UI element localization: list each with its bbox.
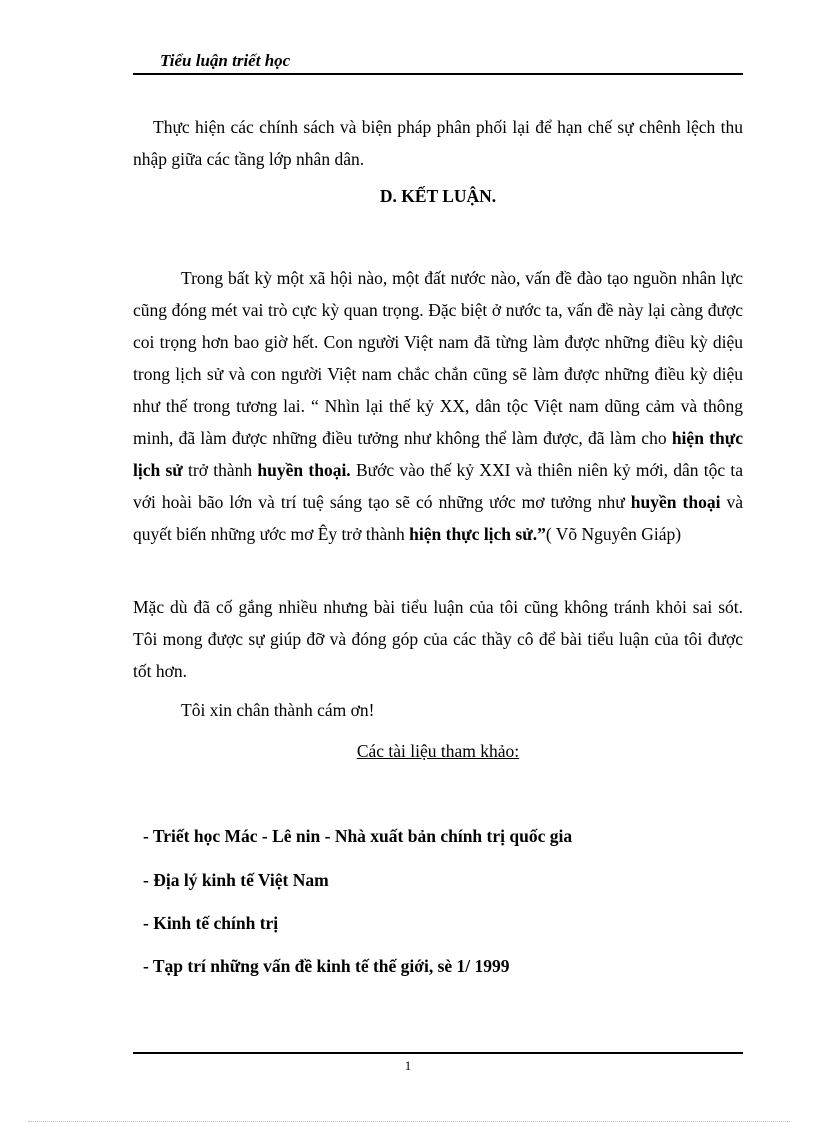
conclusion-text-part4: và quyết biến những ước mơ Êy trở thành <box>133 492 743 544</box>
conclusion-citation: ( Võ Nguyên Giáp) <box>545 524 682 544</box>
conclusion-heading: D. KẾT LUẬN. <box>379 186 497 206</box>
page-number: 1 <box>404 1058 412 1073</box>
reference-item: - Triết học Mác - Lê nin - Nhà xuất bản chính trị quốc gia <box>143 826 573 846</box>
conclusion-bold-2: huyền thoại. <box>257 460 351 480</box>
page-edge-divider <box>28 1121 790 1122</box>
reference-item: - Địa lý kinh tế Việt Nam <box>143 870 329 890</box>
conclusion-bold-3: huyền thoại <box>630 492 721 512</box>
reference-item: - Kinh tế chính trị <box>143 913 279 933</box>
intro-paragraph: Thực hiện các chính sách và biện pháp phân phối lại để hạn chế sự chênh lệch thu nhập giữa các tầng lớp nhân dân. <box>133 117 743 169</box>
conclusion-bold-4: hiện thực lịch sử.” <box>409 524 546 544</box>
header-rule <box>133 73 743 75</box>
footer-rule <box>133 1052 743 1054</box>
header-title: Tiểu luận triết học <box>160 51 291 70</box>
thanks-line: Tôi xin chân thành cám ơn! <box>181 700 375 720</box>
conclusion-text-part2: trở thành <box>182 460 258 480</box>
conclusion-bold-1: hiện thực lịch sử <box>133 428 744 480</box>
conclusion-text-part1: Trong bất kỳ một xã hội nào, một đất nước nào, vấn đề đào tạo nguồn nhân lực cũng đóng mét vai trò cực kỳ quan trọng. Đặc biệt ở nước ta, vấn đề này lại càng được coi trọng hơn bao giờ hết. Con người Việt nam đã từng làm được những điều kỳ diệu trong lịch sử và con người Việt nam chắc chắn cũng sẽ làm được những điều kỳ diệu như thế trong tương lai. “ Nhìn lại thế kỷ XX, dân tộc Việt nam dũng cảm và thông minh, đã làm được những điều tưởng như không thể làm được, đã làm cho <box>133 268 743 448</box>
references-title: Các tài liệu tham khảo: <box>356 741 520 761</box>
apology-paragraph: Mặc dù đã cố gắng nhiều nhưng bài tiểu luận của tôi cũng không tránh khỏi sai sót. Tôi mong được sự giúp đỡ và đóng góp của các thầy cô để bài tiểu luận của tôi được tốt hơn. <box>133 597 743 681</box>
conclusion-paragraph <box>133 262 743 550</box>
reference-item: - Tạp trí những vấn đề kinh tế thế giới, sè 1/ 1999 <box>143 956 510 976</box>
conclusion-text-part3: Bước vào thế kỷ XXI và thiên niên kỷ mới, dân tộc ta với hoài bão lớn và trí tuệ sáng tạo sẽ có những ước mơ tưởng như <box>133 460 743 512</box>
